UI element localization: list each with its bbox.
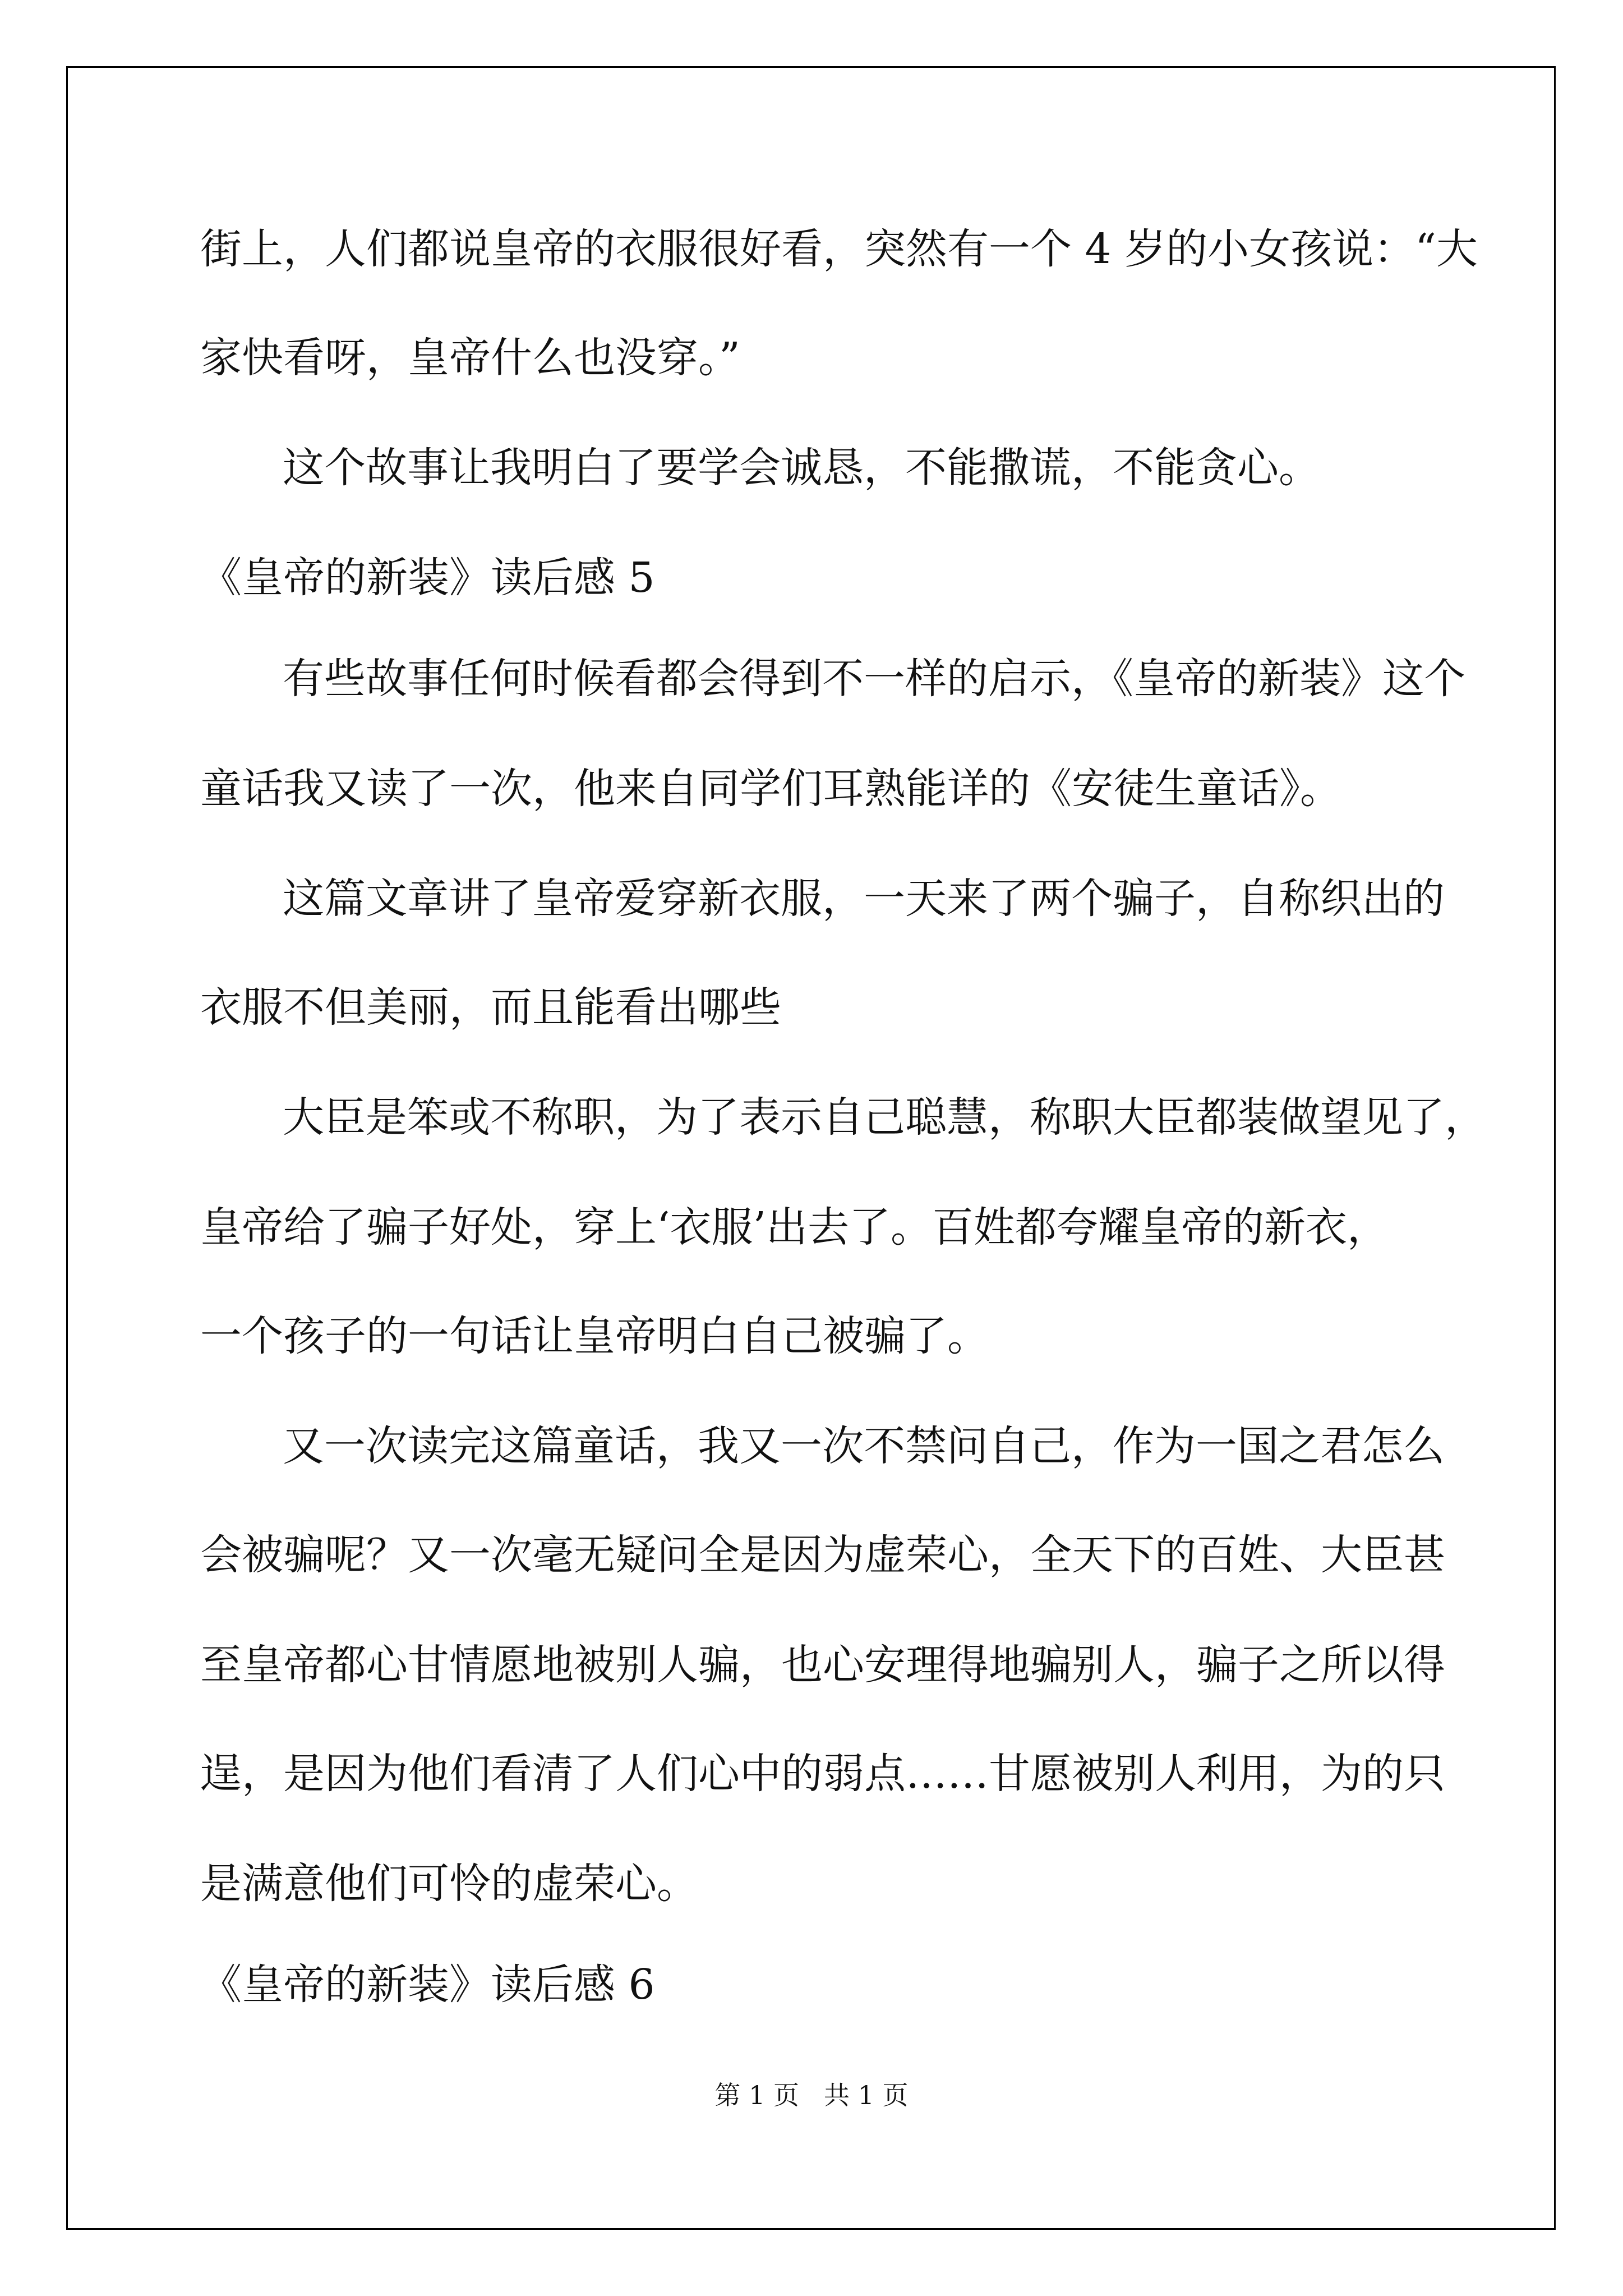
paragraph-start-line: 这篇文章讲了皇帝爱穿新衣服，一天来了两个骗子，自称织出的 [283,875,1445,923]
body-text-line: 逞，是因为他们看清了人们心中的弱点……甘愿被别人利用，为的只 [200,1750,1445,1798]
paragraph-start-line: 又一次读完这篇童话，我又一次不禁问自己，作为一国之君怎么 [283,1422,1445,1470]
section-heading: 《皇帝的新装》读后感 5 [200,554,655,602]
body-text-line: 街上，人们都说皇帝的衣服很好看，突然有一个 4 岁的小女孩说：“大 [200,225,1478,273]
paragraph-start-line: 有些故事任何时候看都会得到不一样的启示，《皇帝的新装》这个 [283,655,1465,703]
body-text-line: 衣服不但美丽，而且能看出哪些 [200,983,781,1032]
paragraph-start-line: 大臣是笨或不称职，为了表示自己聪慧，称职大臣都装做望见了， [283,1093,1486,1142]
page-footer [0,2079,1623,2111]
body-text-line: 至皇帝都心甘情愿地被别人骗，也心安理得地骗别人，骗子之所以得 [200,1641,1445,1689]
page-total: 共 1 页 [824,2080,909,2110]
body-text-line: 是满意他们可怜的虚荣心。 [200,1860,698,1908]
paragraph-start-line: 这个故事让我明白了要学会诚恳，不能撒谎，不能贪心。 [283,444,1320,492]
page-number: 第 1 页 [714,2080,799,2110]
body-text-line: 皇帝给了骗子好处，穿上‘衣服’出去了。百姓都夸耀皇帝的新衣， [200,1203,1389,1251]
body-text-line: 一个孩子的一句话让皇帝明白自己被骗了。 [200,1312,989,1360]
body-text-line: 童话我又读了一次，他来自同学们耳熟能详的《安徒生童话》。 [200,765,1341,813]
body-text-line: 家快看呀，皇帝什么也没穿。” [200,334,740,382]
section-heading: 《皇帝的新装》读后感 6 [200,1961,655,2009]
body-text-line: 会被骗呢？又一次毫无疑问全是因为虚荣心，全天下的百姓、大臣甚 [200,1531,1445,1579]
